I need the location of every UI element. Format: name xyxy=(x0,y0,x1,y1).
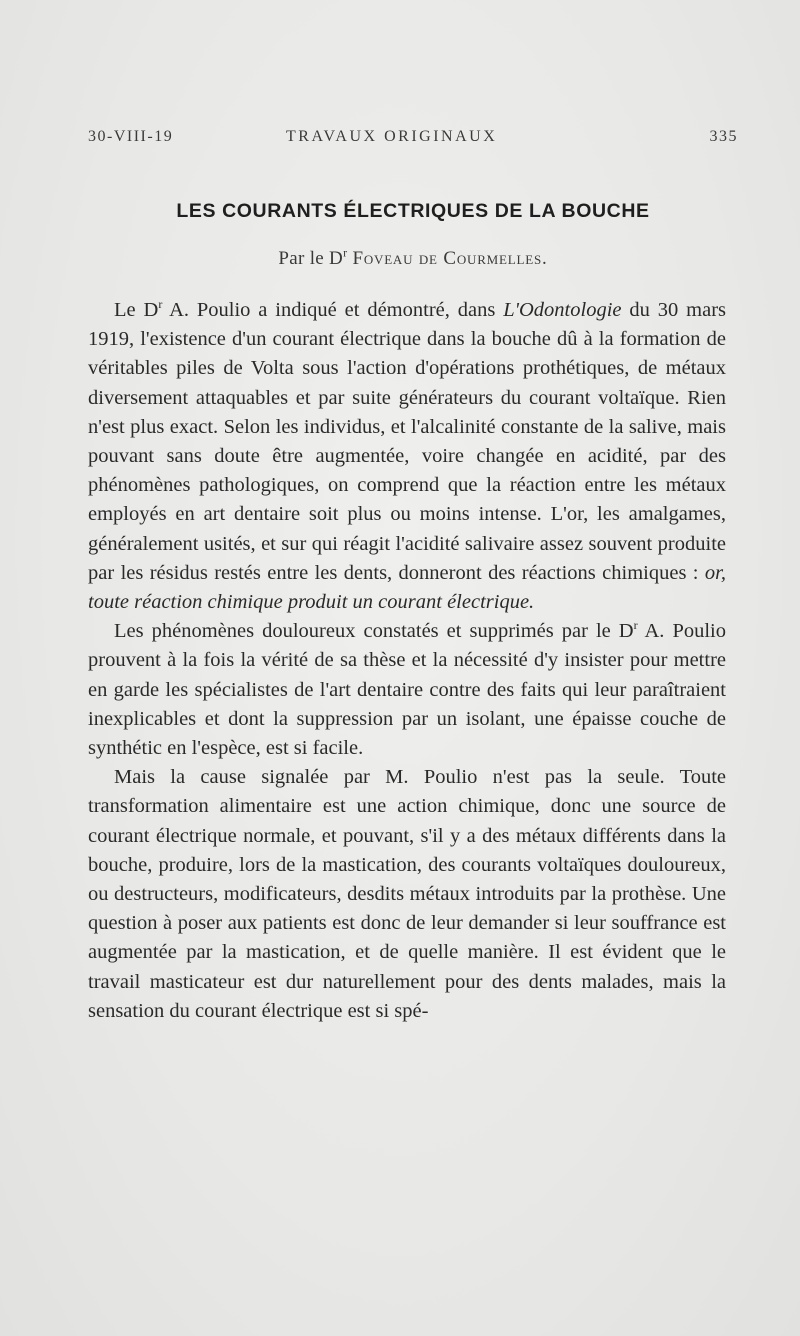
byline xyxy=(88,245,738,270)
journal-name: L'Odontologie xyxy=(503,299,622,321)
p1-text-b: A. Poulio a indiqué et démontré, dans xyxy=(162,299,504,321)
p2-sup: r xyxy=(633,618,638,633)
paragraph-3: Mais la cause signalée par M. Poulio n'est pas la seule. Toute transformation alimentaire est une action chimique, donc une source de courant électrique normale, et pouvant, s'il y a des métaux différents dans la bouche, produire, lors de la mastication, des courants voltaïques douloureux, ou destructeurs, modificateurs, desdits métaux introduits par la prothèse. Une question à poser aux patients est donc de leur demander si leur souffrance est augmentée par la mastication, et de quelle manière. Il est évident que le travail masticateur est dur naturellement pour des dents malades, mais la sensation du courant électrique est si spé- xyxy=(88,766,726,1022)
section-title: TRAVAUX ORIGINAUX xyxy=(286,128,498,145)
p2-text-b: A. Poulio prouvent à la fois la vérité de sa thèse et la nécessité d'y insister pour mettre en garde les spécialistes de l'art dentaire contre des faits qui leur paraîtraient inexplicables et dont la suppression par un isolant, une épaisse couche de synthétic en l'espèce, est si facile. xyxy=(88,620,726,760)
paragraph-1 xyxy=(88,296,726,617)
p1-italic-statement: or, toute réaction chimique produit un courant électrique. xyxy=(88,561,726,614)
issue-date: 30-VIII-19 xyxy=(88,128,174,145)
paragraph-2 xyxy=(88,617,726,763)
p1-text-c: du 30 mars 1919, l'existence d'un courant électrique dans la bouche dû à la formation de véritables piles de Volta sous l'action d'opérations prothétiques, de métaux diversement attaquables et par suite générateurs du courant voltaïque. Rien n'est plus exact. Selon les individus, et l'alcalinité constante de la salive, mais pouvant sans doute être augmentée, voire changée en acidité, par des phénomènes pathologiques, on comprend que la réaction entre les métaux employés en art dentaire soit plus ou moins intense. L'or, les amalgames, généralement usités, et sur qui réagit l'acidité salivaire assez souvent produite par les résidus restés entre les dents, donneront des réactions chimiques : xyxy=(88,299,726,584)
article-body xyxy=(88,296,726,1026)
page-number: 335 xyxy=(709,128,738,145)
author-name: Foveau de Courmelles. xyxy=(352,248,548,269)
article-title: LES COURANTS ÉLECTRIQUES DE LA BOUCHE xyxy=(176,200,650,222)
p2-text-a: Les phénomènes douloureux constatés et supprimés par le D xyxy=(114,620,634,643)
byline-sup: r xyxy=(343,245,348,260)
p1-sup: r xyxy=(158,297,163,312)
byline-prefix: Par le D xyxy=(278,248,344,269)
p1-text-a: Le D xyxy=(114,299,159,321)
running-head xyxy=(88,128,738,152)
